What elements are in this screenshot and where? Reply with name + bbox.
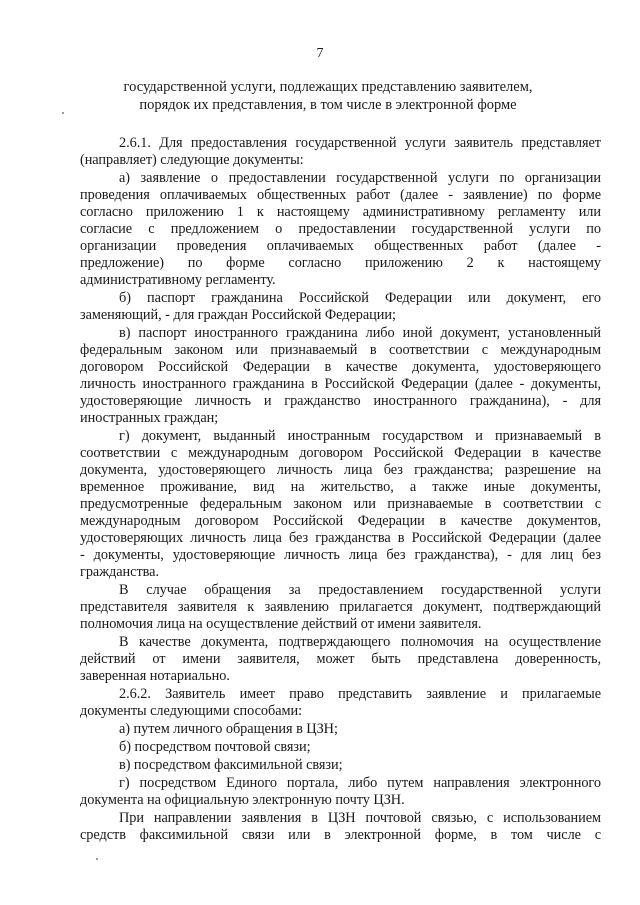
text-line: г) документ, выданный иностранным государством и признаваемый в	[119, 428, 601, 444]
text-line: представителя заявителя к заявлению прилагается документ, подтверждающий	[80, 599, 601, 615]
page-number: 7	[316, 46, 324, 61]
text-line: документы следующими способами:	[80, 703, 303, 719]
heading-line: порядок их представления, в том числе в электронной форме	[139, 97, 517, 113]
text-line: - документы, удостоверяющие личность лица без гражданства), - для лиц без	[80, 547, 601, 563]
text-line: согласие с предложением о предоставлении государственной услуги по	[80, 221, 601, 237]
text-line: 2.6.2. Заявитель имеет право представить заявление и прилагаемые	[119, 686, 601, 702]
text-line: международным договором Российской Федерации в качестве документов,	[80, 513, 601, 529]
heading-line: государственной услуги, подлежащих представлению заявителем,	[123, 79, 533, 95]
text-line: заменяющий, - для граждан Российской Федерации;	[80, 307, 396, 323]
text-line: б) паспорт гражданина Российской Федерации или документ, его	[119, 290, 601, 306]
text-line: г) посредством Единого портала, либо путем направления электронного	[119, 775, 601, 791]
text-line: удостоверяющих личность лица без гражданства в Российской Федерации (далее	[80, 530, 601, 546]
text-line: иностранных граждан;	[80, 410, 219, 426]
text-line: предусмотренные федеральным законом или признаваемые в соответствии с	[80, 496, 601, 512]
text-line: организации проведения оплачиваемых общественных работ (далее -	[80, 238, 601, 254]
text-line: При направлении заявления в ЦЗН почтовой связью, с использованием	[119, 810, 601, 826]
text-line: 2.6.1. Для предоставления государственной услуги заявитель представляет	[119, 135, 601, 151]
text-line: проведения оплачиваемых общественных работ (далее - заявление) по форме	[80, 187, 601, 203]
text-line: полномочия лица на осуществление действий от имени заявителя.	[80, 616, 482, 632]
text-line: средств факсимильной связи или в электронной форме, в том числе с	[80, 827, 601, 843]
text-line: соответствии с международным договором Российской Федерации в качестве	[80, 445, 601, 461]
scan-speck	[62, 112, 64, 114]
text-line: в) паспорт иностранного гражданина либо иной документ, установленный	[119, 325, 601, 341]
text-line: В случае обращения за предоставлением государственной услуги	[119, 582, 601, 598]
text-line: а) путем личного обращения в ЦЗН;	[119, 721, 338, 737]
text-line: б) посредством почтовой связи;	[119, 739, 311, 755]
scan-speck	[96, 858, 98, 860]
text-line: согласно приложению 1 к настоящему административному регламенту или	[80, 204, 601, 220]
text-line: временное проживание, вид на жительство, а также иные документы,	[80, 479, 601, 495]
text-line: документа, удостоверяющего личность лица без гражданства; разрешение на	[80, 462, 601, 478]
text-line: федеральным законом или признаваемый в соответствии с международным	[80, 342, 601, 358]
text-line: а) заявление о предоставлении государственной услуги по организации	[119, 170, 601, 186]
text-line: (направляет) следующие документы:	[80, 152, 304, 168]
text-line: документа на официальную электронную почту ЦЗН.	[80, 792, 405, 808]
text-line: гражданства.	[80, 564, 159, 580]
text-line: в) посредством факсимильной связи;	[119, 757, 343, 773]
text-line: личность иностранного гражданина в Российской Федерации (далее - документы,	[80, 376, 601, 392]
text-line: действий от имени заявителя, может быть представлена доверенность,	[80, 651, 601, 667]
text-line: договором Российской Федерации в качестве документа, удостоверяющего	[80, 359, 601, 375]
text-line: заверенная нотариально.	[80, 668, 230, 684]
text-line: удостоверяющие личность и гражданство иностранного гражданина), - для	[80, 393, 601, 409]
text-line: предложение) по форме согласно приложению 2 к настоящему	[80, 255, 601, 271]
text-line: административному регламенту.	[80, 272, 276, 288]
section-heading	[80, 78, 576, 114]
text-line: В качестве документа, подтверждающего полномочия на осуществление	[119, 634, 601, 650]
